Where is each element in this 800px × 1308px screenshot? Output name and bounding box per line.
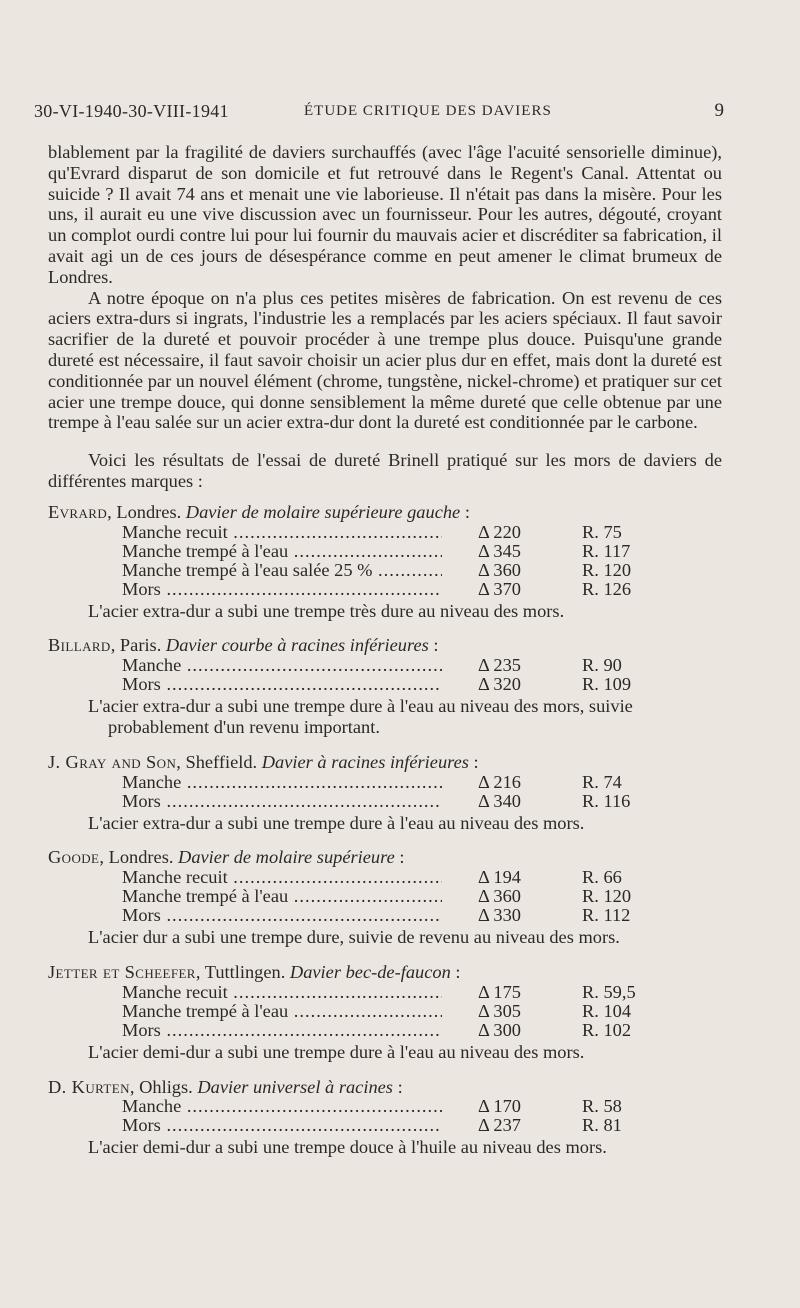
maker-name: Goode [48,847,100,868]
measurement-row [122,868,722,887]
brinell-results [48,502,722,1158]
measurement-label: Manche trempé à l'eau ..... [122,887,442,906]
measurement-row [122,523,722,542]
maker-name: Billard [48,635,111,656]
measurement-label: Mors ..... [122,792,442,811]
steel-note-text: L'acier extra-dur a subi une trempe très dure au niveau des mors. [88,600,565,621]
steel-note [88,1042,722,1063]
brinell-value: Δ 320 [478,674,521,695]
maker-heading [48,962,722,983]
running-header [34,99,724,123]
measurement-rows [122,1097,722,1135]
brinell-value: Δ 194 [478,867,521,888]
measurement-label: Mors ..... [122,1021,442,1040]
page-body [48,142,722,1158]
brinell-value: Δ 235 [478,655,521,676]
measurement-label: Manche recuit ..... [122,523,442,542]
maker-section [48,635,722,737]
measurement-row [122,1002,722,1021]
instrument-name: Davier universel à racines [197,1076,393,1097]
resistance-value: R. 126 [582,578,632,599]
heading-colon: : [460,501,470,522]
measurement-rows [122,773,722,811]
steel-note-text: L'acier dur a subi une trempe dure, suivie de revenu au niveau des mors. [88,927,620,948]
measurement-label: Manche ..... [122,1097,442,1116]
measurement-row [122,561,722,580]
resistance-value: R. 120 [582,886,632,907]
steel-note-text: L'acier extra-dur a subi une trempe dure à l'eau au niveau des mors, suivie [88,696,633,717]
resistance-value: R. 58 [582,1096,622,1117]
maker-heading [48,752,722,773]
steel-note-text: L'acier extra-dur a subi une trempe dure à l'eau au niveau des mors. [88,812,585,833]
measurement-row [122,1021,722,1040]
brinell-value: Δ 305 [478,1000,521,1021]
steel-note [88,601,722,622]
steel-note-continuation: probablement d'un revenu important. [108,716,380,737]
resistance-value: R. 116 [582,790,631,811]
measurement-row [122,1097,722,1116]
brinell-value: Δ 220 [478,521,521,542]
maker-name: Jetter et Scheefer [48,961,196,982]
measurement-rows [122,983,722,1040]
measurement-label: Manche ..... [122,656,442,675]
steel-note-text: L'acier demi-dur a subi une trempe dure à l'eau au niveau des mors. [88,1041,585,1062]
resistance-value: R. 74 [582,771,622,792]
instrument-name: Davier courbe à racines inférieures [165,635,429,656]
brinell-value: Δ 237 [478,1115,521,1136]
measurement-rows [122,868,722,925]
maker-name: D. Kurten [48,1076,130,1097]
maker-name: Evrard [48,501,108,522]
resistance-value: R. 109 [582,674,632,695]
brinell-value: Δ 170 [478,1096,521,1117]
brinell-value: Δ 360 [478,559,521,580]
maker-heading [48,635,722,656]
measurement-label: Manche trempé à l'eau ..... [122,542,442,561]
maker-heading [48,847,722,868]
header-title: ÉTUDE CRITIQUE DES DAVIERS [304,103,552,119]
maker-section [48,1077,722,1159]
brinell-value: Δ 360 [478,886,521,907]
resistance-value: R. 90 [582,655,622,676]
brinell-value: Δ 370 [478,578,521,599]
paragraph-3: Voici les résultats de l'essai de dureté Brinell pratiqué sur les mors de daviers de différentes marques : [48,450,722,491]
measurement-label: Manche recuit ..... [122,868,442,887]
measurement-row [122,792,722,811]
measurement-row [122,656,722,675]
instrument-name: Davier de molaire supérieure gauche [185,501,461,522]
maker-section [48,847,722,948]
measurement-row [122,906,722,925]
brinell-value: Δ 345 [478,540,521,561]
brinell-value: Δ 330 [478,905,521,926]
maker-section [48,752,722,834]
brinell-value: Δ 216 [478,771,521,792]
steel-note-text: L'acier demi-dur a subi une trempe douce à l'huile au niveau des mors. [88,1137,607,1158]
brinell-value: Δ 175 [478,981,521,1002]
paragraph-1: blablement par la fragilité de daviers surchauffés (avec l'âge l'acuité sensorielle diminue), qu'Evrard disparut de son domicile et fut retrouvé dans le Regent's Canal. Attentat ou suicide ? Il avait 74 ans et menait une vie laborieuse. Il n'était pas dans la misère. Pour les uns, il aurait eu une vive discussion avec un fournisseur. Pour les autres, dégouté, croyant un complot ourdi contre lui pour lui fournir du mauvais acier et discréditer sa fabrication, il avait agi un de ces jours de désespérance comme en peut amener le climat brumeux de Londres. [48,142,722,287]
resistance-value: R. 112 [582,905,631,926]
heading-colon: : [428,635,439,656]
measurement-label: Manche recuit ..... [122,983,442,1002]
measurement-label: Manche trempé à l'eau salée 25 % ..... [122,561,442,580]
steel-note [88,1137,722,1158]
resistance-value: R. 104 [582,1000,632,1021]
measurement-row [122,675,722,694]
maker-name: J. Gray and Son [48,751,177,772]
heading-colon: : [392,1076,403,1097]
measurement-label: Mors ..... [122,906,442,925]
measurement-label: Mors ..... [122,1116,442,1135]
measurement-label: Mors ..... [122,675,442,694]
instrument-name: Davier de molaire supérieure [178,847,395,868]
maker-section [48,502,722,622]
measurement-row [122,887,722,906]
maker-section [48,962,722,1063]
measurement-row [122,983,722,1002]
resistance-value: R. 120 [582,559,632,580]
maker-heading [48,1077,722,1098]
resistance-value: R. 59,5 [582,981,636,1002]
maker-place: , Ohligs. [129,1076,198,1097]
measurement-row [122,542,722,561]
measurement-row [122,1116,722,1135]
maker-heading [48,502,722,523]
measurement-label: Mors ..... [122,580,442,599]
measurement-rows [122,656,722,694]
steel-note [88,696,722,738]
heading-colon: : [450,961,461,982]
maker-place: , Londres. [107,501,186,522]
page-number: 9 [714,100,724,121]
measurement-label: Manche ..... [122,773,442,792]
resistance-value: R. 75 [582,521,622,542]
brinell-value: Δ 300 [478,1019,521,1040]
steel-note [88,813,722,834]
maker-place: , Sheffield. [176,751,262,772]
heading-colon: : [468,751,479,772]
resistance-value: R. 117 [582,540,631,561]
maker-place: , Tuttlingen. [195,961,290,982]
paragraph-2: A notre époque on n'a plus ces petites misères de fabrication. On est revenu de ces aciers extra-durs si ingrats, l'industrie les a remplacés par les aciers spéciaux. Il faut savoir sacrifier de la dureté et pouvoir procéder à une trempe plus douce. Puisqu'une grande dureté est nécessaire, il faut savoir choisir un acier plus dur en effet, mais dont la dureté est conditionnée par un nouvel élément (chrome, tungstène, nickel-chrome) et pratiquer sur cet acier une trempe douce, qui donne sensiblement la même dureté que celle obtenue par une trempe à l'eau salée sur un acier extra-dur dont la dureté est conditionnée par le carbone. [48,287,722,433]
instrument-name: Davier à racines inférieures [261,751,469,772]
resistance-value: R. 81 [582,1115,622,1136]
resistance-value: R. 102 [582,1019,632,1040]
header-date-range: 30-VI-1940-30-VIII-1941 [34,101,229,121]
measurement-row [122,773,722,792]
resistance-value: R. 66 [582,867,622,888]
instrument-name: Davier bec-de-faucon [289,961,451,982]
maker-place: , Londres. [99,847,179,868]
heading-colon: : [394,847,405,868]
maker-place: , Paris. [110,635,166,656]
steel-note [88,927,722,948]
brinell-value: Δ 340 [478,790,521,811]
measurement-label: Manche trempé à l'eau ..... [122,1002,442,1021]
measurement-rows [122,523,722,599]
measurement-row [122,580,722,599]
